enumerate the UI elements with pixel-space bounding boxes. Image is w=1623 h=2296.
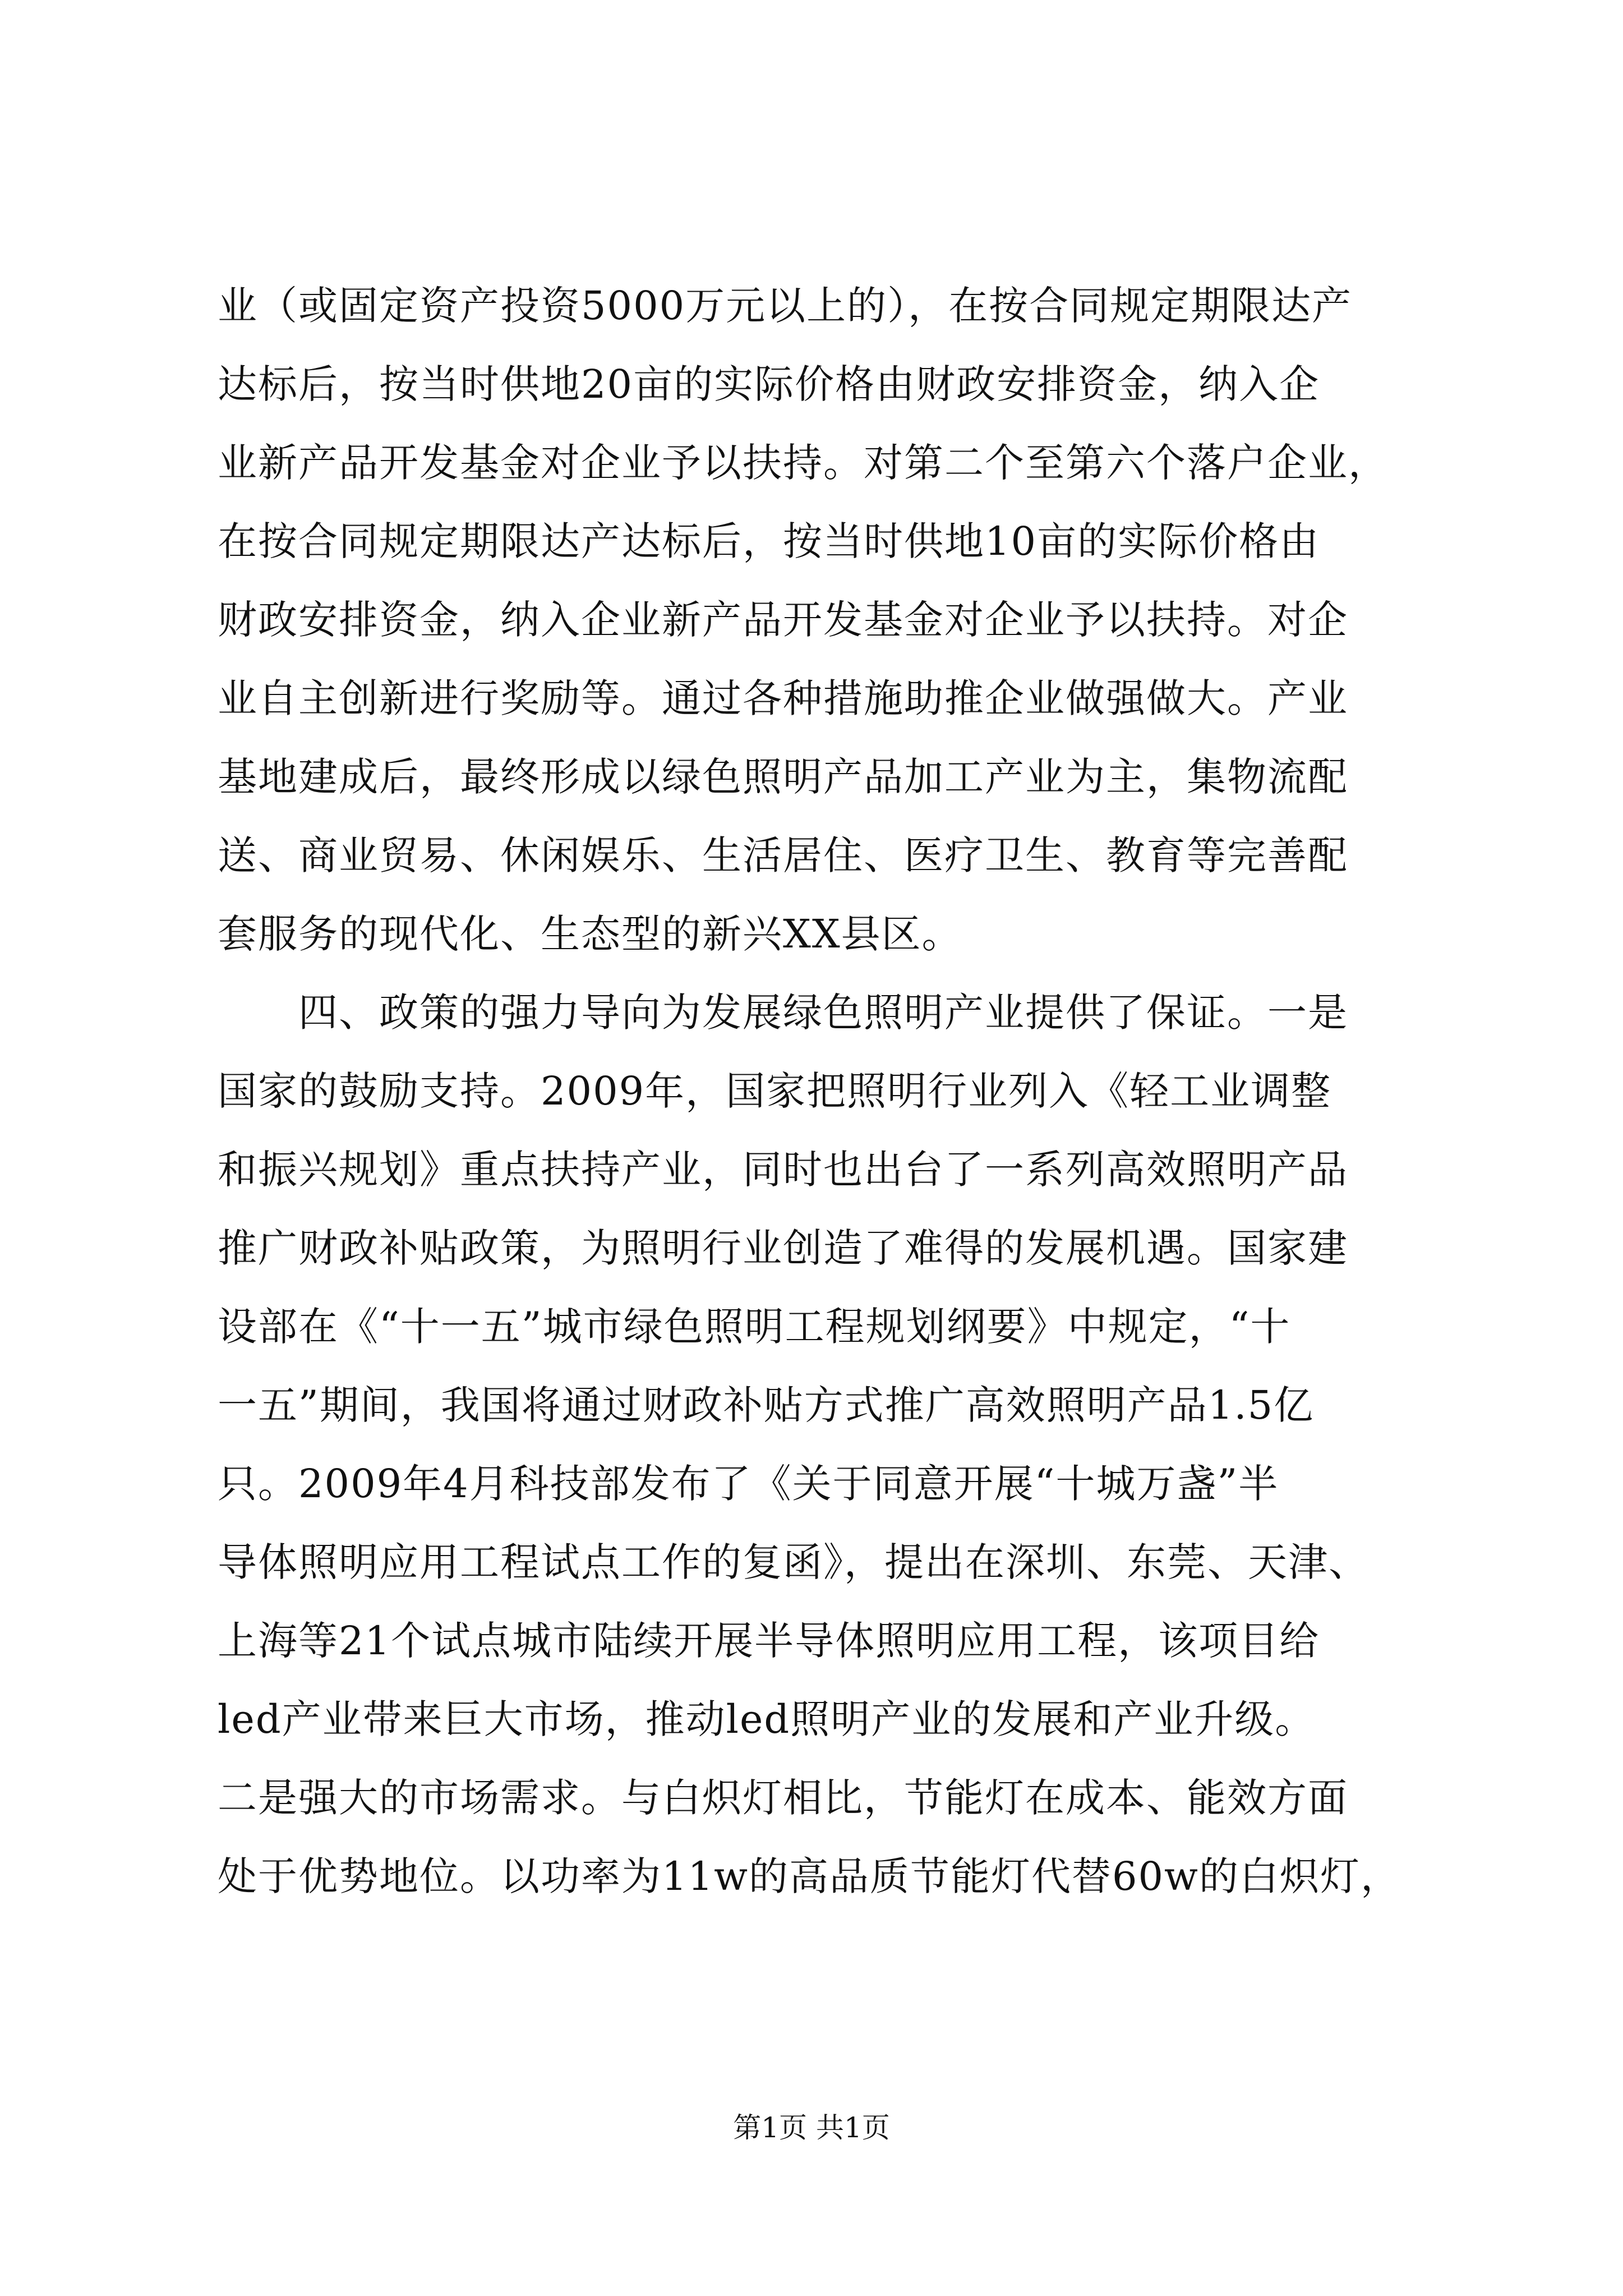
page-number-label: 第1页 共1页 <box>733 2111 890 2144</box>
text-line: 推广财政补贴政策，为照明行业创造了难得的发展机遇。国家建 <box>218 1225 1348 1271</box>
text-line: 设部在《“十一五”城市绿色照明工程规划纲要》中规定，“十 <box>218 1304 1291 1350</box>
text-line: 达标后，按当时供地20亩的实际价格由财政安排资金，纳入企 <box>218 361 1320 407</box>
text-line: 业新产品开发基金对企业予以扶持。对第二个至第六个落户企业， <box>218 440 1389 486</box>
text-line: 业自主创新进行奖励等。通过各种措施助推企业做强做大。产业 <box>218 675 1348 721</box>
text-line: 二是强大的市场需求。与白炽灯相比，节能灯在成本、能效方面 <box>218 1775 1348 1821</box>
text-line: 送、商业贸易、休闲娱乐、生活居住、医疗卫生、教育等完善配 <box>218 832 1348 878</box>
text-line: 只。2009年4月科技部发布了《关于同意开展“十城万盏”半 <box>218 1461 1279 1507</box>
text-line: 一五”期间，我国将通过财政补贴方式推广高效照明产品1.5亿 <box>218 1382 1315 1428</box>
page-footer <box>0 2108 1623 2147</box>
text-line: 国家的鼓励支持。2009年，国家把照明行业列入《轻工业调整 <box>218 1068 1332 1114</box>
text-line: 处于优势地位。以功率为11w的高品质节能灯代替60w的白炽灯， <box>218 1853 1401 1899</box>
text-line: 基地建成后，最终形成以绿色照明产品加工产业为主，集物流配 <box>218 754 1348 800</box>
text-line: 财政安排资金，纳入企业新产品开发基金对企业予以扶持。对企 <box>218 597 1348 643</box>
text-line: 上海等21个试点城市陆续开展半导体照明应用工程，该项目给 <box>218 1618 1320 1664</box>
text-line: 和振兴规划》重点扶持产业，同时也出台了一系列高效照明产品 <box>218 1147 1348 1193</box>
paragraph-start-line: 四、政策的强力导向为发展绿色照明产业提供了保证。一是 <box>218 990 1348 1036</box>
text-line: 在按合同规定期限达产达标后，按当时供地10亩的实际价格由 <box>218 518 1320 564</box>
text-line: 业（或固定资产投资5000万元以上的），在按合同规定期限达产 <box>218 283 1353 329</box>
text-line: 套服务的现代化、生态型的新兴XX县区。 <box>218 911 962 957</box>
text-line: led产业带来巨大市场，推动led照明产业的发展和产业升级。 <box>218 1696 1316 1742</box>
text-line: 导体照明应用工程试点工作的复函》，提出在深圳、东莞、天津、 <box>218 1539 1369 1585</box>
